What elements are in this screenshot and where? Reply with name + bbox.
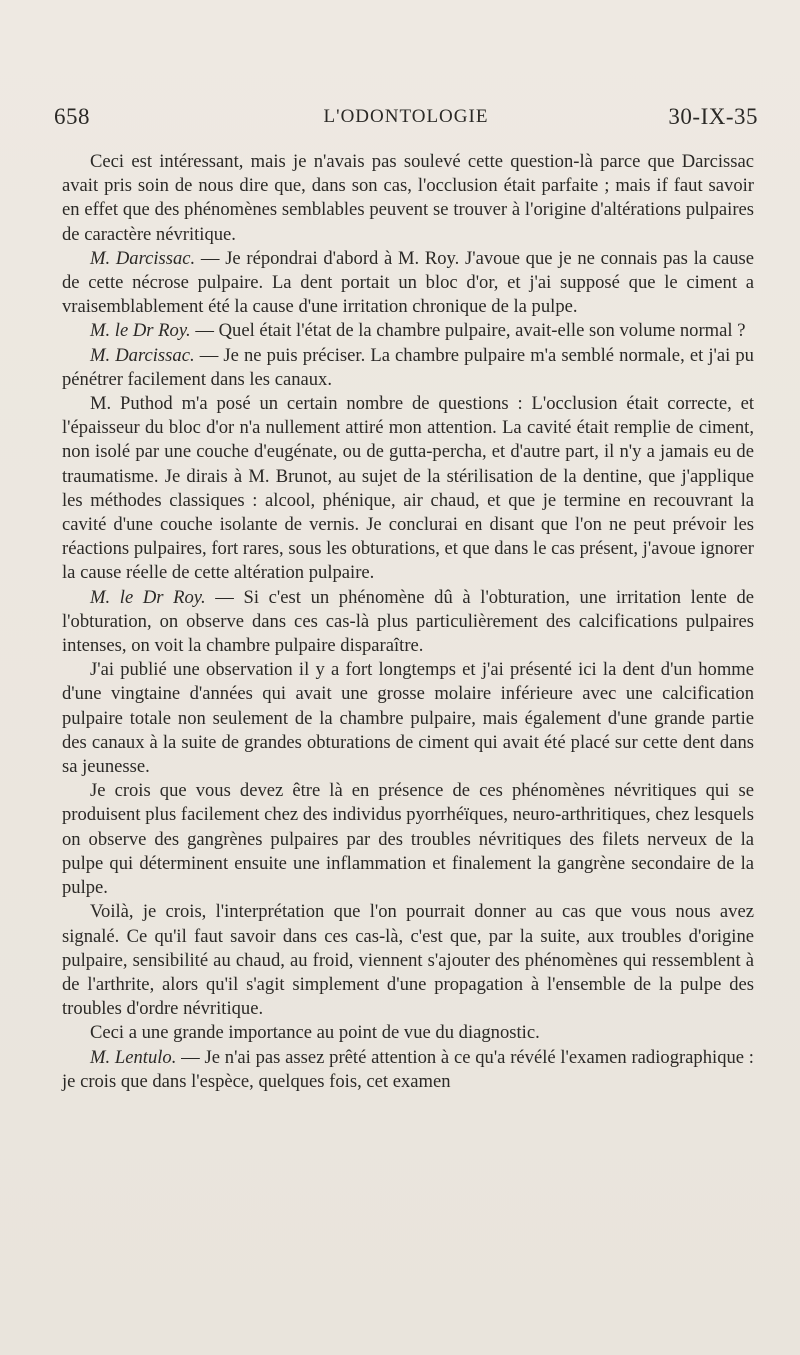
paragraph: M. le Dr Roy. — Quel était l'état de la chambre pulpaire, avait-elle son volume normal ? <box>90 320 746 342</box>
issue-date: 30-IX-35 <box>668 104 758 129</box>
speaker-name: M. Darcissac. <box>90 344 195 366</box>
paragraph: M. Darcissac. — Je répondrai d'abord à M. Roy. J'avoue que je ne connais pas la cause de cette nécrose pulpaire. La dent portait un bloc d'or, et j'ai supposé que le ciment a vraisemblablement été la cause d'une irritation chronique de la pulpe. <box>62 247 754 318</box>
paragraph: Voilà, je crois, l'interprétation que l'on pourrait donner au cas que vous nous avez signalé. Ce qu'il faut savoir dans ces cas-là, c'est que, par la suite, aux troubles d'origine pulpaire, sensibilité au chaud, au froid, viennent s'ajouter des phénomènes qui ressemblent à de l'arthrite, alors qu'il s'agit simplement d'une propagation à l'ensemble de la pulpe des troubles d'ordre névritique. <box>62 901 754 1020</box>
paragraph: M. Lentulo. — Je n'ai pas assez prêté attention à ce qu'a révélé l'examen radiographique : je crois que dans l'espèce, quelques fois, cet examen <box>62 1046 754 1092</box>
journal-title: L'ODONTOLOGIE <box>323 106 489 127</box>
body-text <box>62 150 754 1094</box>
paragraph: J'ai publié une observation il y a fort longtemps et j'ai présenté ici la dent d'un homme d'une vingtaine d'années qui avait une grosse molaire inférieure avec une calcification pulpaire totale non seulement de la chambre pulpaire, mais également d'une grande partie des canaux à la suite de grandes obturations de ciment qui avait été placé sur cette dent dans sa jeunesse. <box>62 659 754 778</box>
speaker-name: M. Lentulo. <box>90 1046 177 1068</box>
page-number: 658 <box>54 104 90 129</box>
speaker-name: M. Darcissac. <box>90 247 196 269</box>
running-header <box>54 104 758 136</box>
paragraph: M. Puthod m'a posé un certain nombre de questions : L'occlusion était correcte, et l'épaisseur du bloc d'or n'a nullement attiré mon attention. La cavité était remplie de ciment, non isolé par une couche d'eugénate, ou de gutta-percha, et d'autre part, il n'y a jamais eu de traumatisme. Je dirais à M. Brunot, au sujet de la stérilisation de la dentine, que j'applique les méthodes classiques : alcool, phénique, air chaud, et que je termine en recouvrant la cavité d'une couche isolante de vernis. Je conclurai en disant que l'on ne peut prévoir les réactions pulpaires, fort rares, sous les obturations, et que dans le cas présent, j'avoue ignorer la cause réelle de cette altération pulpaire. <box>62 393 754 584</box>
paragraph: Ceci a une grande importance au point de vue du diagnostic. <box>90 1022 540 1044</box>
paragraph: M. Darcissac. — Je ne puis préciser. La chambre pulpaire m'a semblé normale, et j'ai pu pénétrer facilement dans les canaux. <box>62 344 754 390</box>
speaker-name: M. le Dr Roy. <box>90 320 191 342</box>
paragraph: Ceci est intéressant, mais je n'avais pas soulevé cette question-là parce que Darcissac avait pris soin de nous dire que, dans son cas, l'occlusion était parfaite ; mais if faut savoir en effet que des phénomènes semblables peuvent se trouver à l'origine d'altérations pulpaires de caractère névritique. <box>62 151 754 245</box>
paragraph: M. le Dr Roy. — Si c'est un phénomène dû à l'obturation, une irritation lente de l'obturation, on observe dans ces cas-là plus particulièrement des calcifications pulpaires intenses, on voit la chambre pulpaire disparaître. <box>62 586 755 657</box>
speaker-name: M. le Dr Roy. <box>90 586 206 608</box>
paragraph: Je crois que vous devez être là en présence de ces phénomènes névritiques qui se produisent plus facilement chez des individus pyorrhéïques, neuro-arthritiques, chez lesquels on observe des gangrènes pulpaires par des troubles névritiques des filets nerveux de la pulpe qui déterminent ensuite une inflammation et finalement la gangrène secondaire de la pulpe. <box>62 780 754 899</box>
